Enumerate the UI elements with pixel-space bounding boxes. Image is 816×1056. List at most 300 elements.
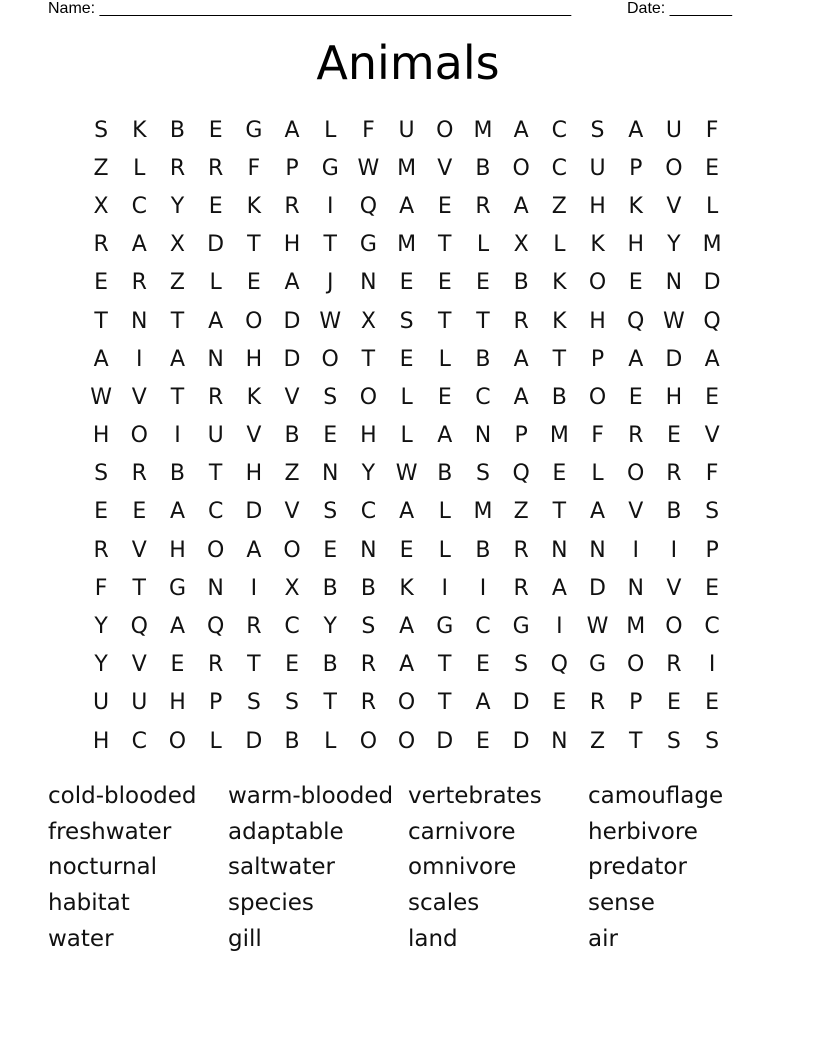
grid-letter: D <box>589 575 606 601</box>
grid-letter: C <box>475 614 491 640</box>
grid-letter: I <box>174 423 181 449</box>
grid-letter: R <box>513 308 529 334</box>
grid-letter: S <box>323 499 338 525</box>
grid-letter: Z <box>513 499 529 525</box>
grid-letter: Q <box>206 614 225 640</box>
grid-letter: S <box>705 728 720 754</box>
grid-letter: T <box>323 232 337 258</box>
grid-letter: E <box>285 652 299 678</box>
grid-letter: S <box>514 652 529 678</box>
grid-letter: R <box>131 461 147 487</box>
grid-letter: T <box>247 232 261 258</box>
grid-letter: P <box>590 346 605 372</box>
grid-letter: N <box>360 270 377 296</box>
grid-letter: L <box>324 117 337 143</box>
grid-letter: B <box>322 575 338 601</box>
grid-letter: E <box>705 155 720 181</box>
grid-letter: E <box>94 499 109 525</box>
grid-letter: Z <box>169 270 185 296</box>
grid-letter: R <box>360 690 377 716</box>
grid-letter: O <box>588 384 607 410</box>
grid-letter: B <box>666 499 682 525</box>
grid-letter: M <box>702 232 722 258</box>
grid-letter: Y <box>667 232 681 258</box>
grid-letter: D <box>283 308 301 334</box>
grid-letter: S <box>666 728 681 754</box>
grid-letter: Y <box>361 461 376 487</box>
grid-letter: I <box>556 614 563 640</box>
grid-letter: H <box>589 308 606 334</box>
grid-letter: M <box>473 117 493 143</box>
grid-letter: E <box>628 270 643 296</box>
grid-letter: P <box>705 537 719 563</box>
grid-letter: E <box>94 270 109 296</box>
grid-letter: A <box>475 690 491 716</box>
grid-letter: I <box>632 537 639 563</box>
grid-letter: R <box>360 652 377 678</box>
grid-letter: O <box>397 728 416 754</box>
grid-letter: V <box>131 537 147 563</box>
grid-letter: A <box>284 270 300 296</box>
grid-letter: H <box>589 193 606 219</box>
grid-letter: E <box>437 384 452 410</box>
grid-letter: Q <box>359 193 378 219</box>
grid-letter: R <box>628 423 644 449</box>
word-list-item: camouflage <box>588 783 724 809</box>
grid-letter: O <box>245 308 263 334</box>
grid-letter: R <box>208 384 224 410</box>
grid-letter: R <box>208 652 224 678</box>
grid-letter: L <box>553 232 566 258</box>
grid-letter: D <box>283 346 301 372</box>
grid-letter: G <box>589 652 607 678</box>
grid-letter: E <box>476 728 490 754</box>
grid-letter: G <box>321 155 339 181</box>
grid-letter: B <box>437 461 453 487</box>
name-field-label: Name: _____________________________________________________ <box>48 0 572 17</box>
grid-letter: F <box>705 117 719 143</box>
grid-letter: G <box>359 232 377 258</box>
word-list-item: vertebrates <box>408 783 542 809</box>
grid-letter: O <box>627 652 645 678</box>
grid-letter: H <box>283 232 301 258</box>
grid-letter: G <box>436 614 454 640</box>
grid-letter: B <box>513 270 529 296</box>
grid-letter: A <box>399 652 415 678</box>
grid-letter: R <box>513 575 529 601</box>
grid-letter: O <box>588 270 607 296</box>
grid-letter: F <box>247 155 261 181</box>
grid-letter: T <box>361 346 376 372</box>
grid-letter: D <box>665 346 683 372</box>
grid-letter: H <box>169 537 186 563</box>
grid-letter: S <box>94 461 109 487</box>
grid-letter: A <box>246 537 262 563</box>
grid-letter: O <box>665 155 683 181</box>
grid-letter: Y <box>94 652 108 678</box>
grid-letter: D <box>207 232 225 258</box>
grid-letter: T <box>170 384 185 410</box>
grid-letter: B <box>360 575 376 601</box>
grid-letter: N <box>665 270 683 296</box>
grid-letter: C <box>704 614 720 640</box>
grid-letter: O <box>283 537 301 563</box>
grid-letter: E <box>552 461 567 487</box>
grid-letter: L <box>324 728 337 754</box>
grid-letter: C <box>131 728 147 754</box>
grid-letter: M <box>549 423 569 449</box>
grid-letter: I <box>670 537 678 563</box>
grid-letter: J <box>326 270 334 296</box>
grid-letter: C <box>360 499 377 525</box>
grid-letter: E <box>437 270 452 296</box>
grid-letter: E <box>666 690 681 716</box>
grid-letter: H <box>169 690 186 716</box>
grid-letter: G <box>245 117 263 143</box>
grid-letter: A <box>513 193 529 219</box>
grid-letter: P <box>514 423 528 449</box>
grid-letter: W <box>395 461 418 487</box>
grid-letter: V <box>437 155 453 181</box>
grid-letter: O <box>512 155 530 181</box>
grid-letter: A <box>628 117 644 143</box>
grid-letter: L <box>438 346 451 372</box>
grid-letter: W <box>357 155 380 181</box>
grid-letter: T <box>438 308 452 334</box>
word-list-item: habitat <box>48 890 130 917</box>
grid-letter: N <box>321 461 339 487</box>
grid-letter: A <box>628 346 644 372</box>
grid-letter: B <box>475 537 491 563</box>
grid-letter: D <box>436 728 454 754</box>
grid-letter: E <box>399 346 414 372</box>
grid-letter: E <box>399 537 414 563</box>
grid-letter: B <box>284 728 300 754</box>
grid-letter: O <box>436 117 454 143</box>
grid-letter: U <box>131 690 148 716</box>
grid-letter: D <box>703 270 721 296</box>
grid-letter: D <box>512 728 530 754</box>
grid-letter: S <box>399 308 414 334</box>
grid-letter: Z <box>284 461 300 487</box>
grid-letter: R <box>666 461 682 487</box>
grid-letter: Q <box>550 652 568 678</box>
grid-letter: N <box>131 308 148 334</box>
grid-letter: W <box>319 308 342 334</box>
grid-letter: V <box>246 423 262 449</box>
grid-letter: A <box>513 384 529 410</box>
grid-letter: Z <box>93 155 109 181</box>
grid-letter: Z <box>589 728 606 754</box>
grid-letter: P <box>629 690 643 716</box>
grid-letter: A <box>551 575 567 601</box>
page-title: Animals <box>316 36 500 90</box>
grid-letter: K <box>552 270 567 296</box>
grid-letter: M <box>626 614 646 640</box>
grid-letter: P <box>285 155 299 181</box>
grid-letter: R <box>169 155 186 181</box>
word-list-item: freshwater <box>48 818 172 845</box>
grid-letter: Y <box>170 193 185 219</box>
grid-letter: S <box>475 461 490 487</box>
grid-letter: N <box>551 537 568 563</box>
grid-letter: L <box>438 499 451 525</box>
grid-letter: S <box>285 690 300 716</box>
grid-letter: T <box>628 728 643 754</box>
grid-letter: W <box>90 384 112 410</box>
grid-letter: S <box>705 499 720 525</box>
grid-letter: R <box>131 270 147 296</box>
grid-letter: A <box>131 232 147 258</box>
grid-letter: B <box>169 117 186 143</box>
grid-letter: T <box>438 652 452 678</box>
grid-letter: T <box>170 308 185 334</box>
word-list-item: carnivore <box>408 818 516 845</box>
grid-letter: L <box>133 155 146 181</box>
worksheet-header <box>48 0 748 22</box>
grid-letter: H <box>665 384 683 410</box>
grid-letter: X <box>93 193 109 219</box>
grid-letter: P <box>209 690 223 716</box>
grid-letter: V <box>284 384 300 410</box>
word-list-item: warm-blooded <box>228 783 394 809</box>
word-list <box>48 779 768 957</box>
grid-letter: L <box>400 384 413 410</box>
grid-letter: V <box>131 652 147 678</box>
grid-letter: G <box>168 575 186 601</box>
grid-letter: L <box>209 270 222 296</box>
grid-letter: X <box>513 232 529 258</box>
grid-letter: E <box>628 384 643 410</box>
word-list-item: herbivore <box>588 818 698 845</box>
grid-letter: U <box>665 117 682 143</box>
grid-letter: K <box>552 308 567 334</box>
grid-letter: A <box>704 346 720 372</box>
grid-letter: T <box>323 690 337 716</box>
grid-letter: R <box>589 690 606 716</box>
grid-letter: M <box>397 155 417 181</box>
grid-letter: V <box>284 499 300 525</box>
grid-letter: A <box>399 499 415 525</box>
grid-letter: A <box>169 499 185 525</box>
grid-letter: K <box>399 575 414 601</box>
grid-letter: T <box>552 346 567 372</box>
grid-letter: Y <box>94 614 108 640</box>
grid-letter: N <box>551 728 568 754</box>
grid-letter: W <box>586 614 609 640</box>
grid-letter: E <box>208 117 223 143</box>
grid-letter: N <box>627 575 644 601</box>
grid-letter: T <box>552 499 567 525</box>
grid-letter: P <box>629 155 643 181</box>
grid-letter: A <box>437 423 453 449</box>
grid-letter: S <box>94 117 109 143</box>
grid-letter: B <box>551 384 567 410</box>
grid-letter: X <box>360 308 376 334</box>
grid-letter: X <box>169 232 185 258</box>
grid-letter: A <box>590 499 606 525</box>
grid-letter: O <box>168 728 187 754</box>
grid-letter: U <box>398 117 415 143</box>
grid-letter: K <box>132 117 147 143</box>
grid-letter: T <box>476 308 490 334</box>
letter-grid <box>82 111 731 760</box>
word-list-item: water <box>48 925 114 952</box>
grid-letter: S <box>246 690 261 716</box>
word-list-item: cold-blooded <box>48 783 197 809</box>
grid-letter: M <box>473 499 493 525</box>
grid-letter: T <box>94 308 108 334</box>
grid-letter: T <box>208 461 223 487</box>
grid-letter: R <box>208 155 224 181</box>
grid-letter: H <box>245 346 263 372</box>
grid-letter: H <box>360 423 377 449</box>
grid-letter: A <box>208 308 224 334</box>
grid-letter: T <box>438 232 452 258</box>
word-list-item: adaptable <box>228 818 344 845</box>
grid-letter: H <box>92 728 110 754</box>
grid-letter: H <box>627 232 644 258</box>
grid-letter: B <box>475 155 491 181</box>
date-field-label: Date: _______ <box>627 0 732 17</box>
word-list-item: land <box>408 925 458 952</box>
grid-letter: I <box>136 346 143 372</box>
grid-letter: V <box>131 384 147 410</box>
grid-letter: C <box>284 614 300 640</box>
grid-letter: E <box>246 270 261 296</box>
grid-letter: L <box>209 728 222 754</box>
grid-letter: B <box>284 423 300 449</box>
grid-letter: E <box>666 423 681 449</box>
grid-letter: O <box>359 728 378 754</box>
grid-letter: U <box>93 690 110 716</box>
grid-letter: Y <box>323 614 337 640</box>
grid-letter: D <box>245 499 263 525</box>
word-list-item: nocturnal <box>48 854 158 881</box>
grid-letter: V <box>666 193 682 219</box>
grid-letter: U <box>207 423 224 449</box>
grid-letter: K <box>246 193 262 219</box>
grid-letter: D <box>512 690 530 716</box>
word-list-item: predator <box>588 854 687 881</box>
grid-letter: E <box>399 270 414 296</box>
grid-letter: B <box>322 652 338 678</box>
grid-letter: O <box>665 614 683 640</box>
grid-letter: H <box>245 461 263 487</box>
grid-letter: I <box>250 575 258 601</box>
grid-letter: A <box>513 346 529 372</box>
grid-letter: R <box>513 537 529 563</box>
grid-letter: A <box>169 346 185 372</box>
grid-letter: O <box>130 423 148 449</box>
grid-letter: C <box>207 499 224 525</box>
grid-letter: C <box>551 155 568 181</box>
grid-letter: R <box>246 614 262 640</box>
grid-letter: I <box>479 575 487 601</box>
grid-letter: W <box>663 308 685 334</box>
grid-letter: E <box>476 652 490 678</box>
grid-letter: O <box>321 346 339 372</box>
grid-letter: U <box>589 155 606 181</box>
grid-letter: A <box>169 614 185 640</box>
grid-letter: K <box>590 232 605 258</box>
grid-letter: C <box>551 117 568 143</box>
grid-letter: F <box>362 117 375 143</box>
grid-letter: N <box>207 575 224 601</box>
grid-letter: C <box>131 193 147 219</box>
grid-letter: E <box>705 690 720 716</box>
grid-letter: O <box>206 537 225 563</box>
grid-letter: L <box>705 193 719 219</box>
grid-letter: L <box>476 232 490 258</box>
grid-letter: T <box>132 575 146 601</box>
grid-letter: Q <box>627 308 645 334</box>
grid-letter: R <box>666 652 682 678</box>
grid-letter: N <box>474 423 492 449</box>
word-list-item: sense <box>588 890 655 917</box>
grid-letter: I <box>708 652 716 678</box>
grid-letter: V <box>704 423 720 449</box>
grid-letter: I <box>326 193 334 219</box>
grid-letter: E <box>208 193 223 219</box>
grid-letter: C <box>475 384 491 410</box>
grid-letter: A <box>284 117 300 143</box>
grid-letter: A <box>399 614 415 640</box>
grid-letter: A <box>513 117 529 143</box>
grid-letter: N <box>207 346 224 372</box>
grid-letter: S <box>361 614 376 640</box>
grid-letter: O <box>627 461 645 487</box>
word-list-item: air <box>588 925 618 952</box>
grid-letter: T <box>438 690 452 716</box>
grid-letter: Q <box>130 614 148 640</box>
grid-letter: E <box>323 537 338 563</box>
grid-letter: F <box>94 575 108 601</box>
grid-letter: I <box>441 575 449 601</box>
word-list-item: species <box>228 890 314 917</box>
grid-letter: R <box>93 537 109 563</box>
grid-letter: E <box>705 384 720 410</box>
grid-letter: K <box>246 384 262 410</box>
word-list-item: omnivore <box>408 854 517 881</box>
grid-letter: V <box>666 575 682 601</box>
grid-letter: N <box>360 537 377 563</box>
grid-letter: L <box>400 423 413 449</box>
grid-letter: S <box>323 384 338 410</box>
grid-letter: H <box>92 423 110 449</box>
grid-letter: B <box>475 346 491 372</box>
grid-letter: E <box>170 652 185 678</box>
grid-letter: R <box>475 193 491 219</box>
grid-letter: L <box>591 461 604 487</box>
grid-letter: F <box>705 461 719 487</box>
grid-letter: T <box>247 652 261 678</box>
grid-letter: O <box>397 690 416 716</box>
grid-letter: E <box>705 575 720 601</box>
grid-letter: E <box>132 499 147 525</box>
grid-letter: R <box>93 232 109 258</box>
grid-letter: K <box>628 193 643 219</box>
grid-letter: O <box>359 384 378 410</box>
grid-letter: D <box>245 728 263 754</box>
grid-letter: E <box>476 270 490 296</box>
grid-letter: V <box>628 499 644 525</box>
grid-letter: E <box>323 423 338 449</box>
word-list-item: gill <box>228 925 262 952</box>
grid-letter: Q <box>512 461 530 487</box>
grid-letter: L <box>438 537 451 563</box>
grid-letter: E <box>552 690 567 716</box>
